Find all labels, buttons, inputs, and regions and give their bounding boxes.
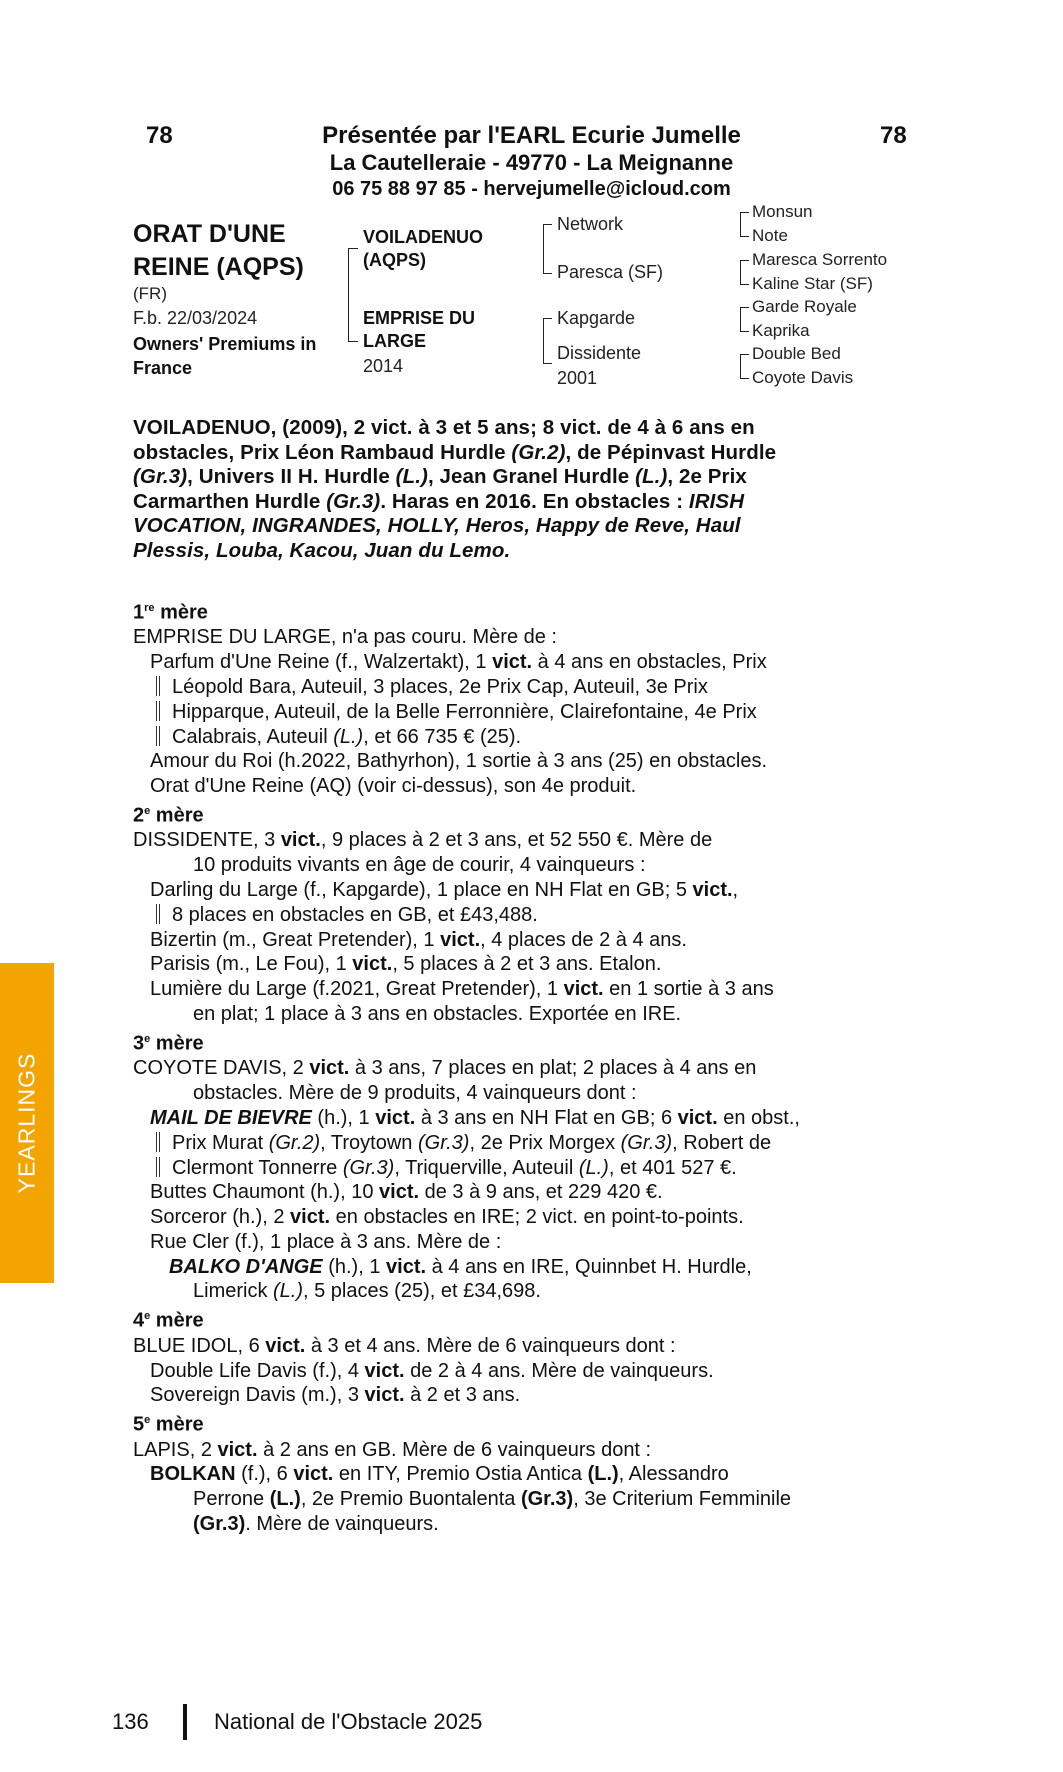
dam1-heading: 1re mère [133,601,208,624]
race-grade: (Gr.3) [326,489,381,513]
bracket-dam-parents [543,318,552,364]
sire-line2: (AQPS) [363,250,426,270]
dam-line2: LARGE [363,331,426,351]
ggp-sdd: Kaline Star (SF) [752,274,873,293]
vict: vict. [492,651,533,674]
ggp-sss: Monsun [752,202,813,221]
ggp-ssd: Note [752,226,788,245]
text: en ITY, Premio Ostia Antica [333,1463,588,1486]
text: Parisis (m., Le Fou), 1 [150,953,353,976]
continuation-bar [156,1157,160,1177]
lot-number-right: 78 [880,122,907,149]
ggp-dds: Double Bed [752,344,841,363]
sire-para-text: , de Pépinvast Hurdle [565,440,777,464]
race-grade: (Gr.2) [511,440,566,464]
footer-divider [183,1704,187,1740]
page-number: 136 [112,1709,149,1734]
text: (h.), 1 [322,1255,387,1278]
bracket-ggp-4 [740,354,749,379]
race-grade: (Gr.3) [620,1131,673,1154]
yearlings-tab [0,963,54,1283]
race-grade: (L.) [578,1156,609,1179]
sire-para-line [133,416,933,441]
vict: vict. [293,1463,334,1486]
sire-para-text: . Haras en 2016. En obstacles : [380,489,689,513]
text: COYOTE DAVIS, 2 [133,1057,310,1080]
text: , 5 places (25), et £34,698. [303,1280,541,1303]
race-grade: (L.) [269,1488,301,1511]
continuation-bar [156,1132,160,1152]
race-grade: (Gr.3) [193,1512,246,1535]
contact: 06 75 88 97 85 - hervejumelle@icloud.com [332,178,731,200]
dam2-heading: 2e mère [133,804,204,827]
sire-para-line [133,441,933,466]
text: à 3 ans, 7 places en plat; 2 places à 4 ans en [349,1057,757,1080]
dam2-line [133,928,933,953]
race-grade: (Gr.3) [342,1156,395,1179]
text: Perrone [193,1488,270,1511]
text: Parfum d'Une Reine (f., Walzertakt), 1 [150,651,493,674]
sire-para-text: obstacles, Prix Léon Rambaud Hurdle [133,440,512,464]
dam3-line: Rue Cler (f.), 1 place à 3 ans. Mère de : [150,1230,502,1253]
female-family [133,596,933,1537]
granddam-dam-year: 2001 [557,368,598,388]
dam-name [363,307,475,353]
dam4-line [133,1383,933,1408]
dam2-line [133,878,933,903]
continuation-bar [156,701,160,721]
vict: vict. [364,1359,405,1382]
dam1-produce-line: Orat d'Une Reine (AQ) (voir ci-dessus), son 4e produit. [150,775,637,798]
vict: vict. [440,928,481,951]
progeny-names: VOCATION, INGRANDES, HOLLY, Heros, Happy de Reve, Haul [133,514,741,538]
text: , 5 places à 2 et 3 ans. Etalon. [392,953,662,976]
dam-line1: EMPRISE DU [363,308,476,328]
text: Bizertin (m., Great Pretender), 1 [150,928,441,951]
progeny-name: IRISH [688,489,745,513]
text: Sovereign Davis (m.), 3 [150,1384,365,1407]
text: de 2 à 4 ans. Mère de vainqueurs. [404,1359,714,1382]
granddam-sire: Paresca (SF) [557,262,664,282]
dam2-line: 10 produits vivants en âge de courir, 4 vainqueurs : [193,854,646,877]
dam2-line [133,903,933,928]
dam4-line [133,1359,933,1384]
continuation-bar [156,726,160,746]
ggp-sds: Maresca Sorrento [752,250,888,269]
sire-para-line [133,514,933,539]
ggp-ddd: Coyote Davis [752,368,854,387]
text: , 3e Criterium Femminile [573,1488,792,1511]
text: , 4 places de 2 à 4 ans. [480,928,687,951]
dam3-line [133,1106,933,1131]
horse-name [133,218,304,284]
text: Clermont Tonnerre [172,1156,343,1179]
vict: vict. [386,1255,427,1278]
text: , 9 places à 2 et 3 ans, et 52 550 €. Mère de [320,829,713,852]
text: de 3 à 9 ans, et 229 420 €. [419,1181,663,1204]
text: (h.), 1 [311,1106,376,1129]
text: DISSIDENTE, 3 [133,829,281,852]
ggp-dss: Garde Royale [752,297,857,316]
text: Limerick [193,1280,274,1303]
text: à 3 et 4 ans. Mère de 6 vainqueurs dont : [305,1334,676,1357]
bracket-ggp-2 [740,260,749,285]
text: à 3 ans en NH Flat en GB; 6 [415,1106,678,1129]
vict: vict. [677,1106,718,1129]
premium-line2: France [133,358,193,378]
text: (f.), 6 [235,1463,294,1486]
vict: vict. [692,879,733,902]
footer-title: National de l'Obstacle 2025 [214,1709,483,1734]
dam4-heading: 4e mère [133,1309,204,1332]
sire-para-text: , Univers II H. Hurdle [187,465,396,489]
presenter: Présentée par l'EARL Ecurie Jumelle [322,122,741,149]
grandsire-dam: Kapgarde [557,308,636,328]
text: Hipparque, Auteuil, de la Belle Ferronnière, Clairefontaine, 4e Prix [172,700,757,723]
vict: vict. [364,1384,405,1407]
text: , Troytown [320,1131,418,1154]
vict: vict. [375,1106,416,1129]
text: , [732,879,739,902]
bracket-ggp-3 [740,307,749,332]
text: Buttes Chaumont (h.), 10 [150,1181,380,1204]
continuation-bar [156,904,160,924]
vict: vict. [280,829,321,852]
dam-year: 2014 [363,356,404,376]
ggp-dsd: Kaprika [752,321,810,340]
vict: vict. [265,1334,306,1357]
sire-para-text: , 2e Prix [667,465,747,489]
text: BLUE IDOL, 6 [133,1334,266,1357]
dam1-produce-line [133,725,933,750]
dam1-produce-line [133,675,933,700]
text: Léopold Bara, Auteuil, 3 places, 2e Prix Cap, Auteuil, 3e Prix [172,676,708,699]
race-grade: (L.) [587,1463,619,1486]
sire-para-text: VOILADENUO, (2009), 2 vict. à 3 et 5 ans; 8 vict. de 4 à 6 ans en [133,416,755,439]
text: LAPIS, 2 [133,1438,218,1461]
dam5-line [133,1487,933,1512]
dam1-produce-line [133,700,933,725]
dam2-line [133,828,933,853]
vict: vict. [352,953,393,976]
sire-para-line [133,465,933,490]
bracket-sire-parents [543,224,552,274]
text: Sorceror (h.), 2 [150,1206,291,1229]
horse-name-line1: ORAT D'UNE [133,220,286,248]
dam3-line [133,1056,933,1081]
bracket-parents [348,248,358,342]
sire-para-line [133,539,933,564]
granddam-dam: Dissidente [557,343,642,363]
grandsire-sire: Network [557,214,624,234]
text: en obst., [717,1106,800,1129]
dam3-line [133,1255,933,1280]
dam5-line [133,1438,933,1463]
vict: vict. [379,1181,420,1204]
sire-paragraph [133,416,933,564]
text: , Alessandro [618,1463,729,1486]
dam3-line [133,1205,933,1230]
dam2-line: en plat; 1 place à 3 ans en obstacles. Exportée en IRE. [193,1003,682,1026]
dam3-line [133,1279,933,1304]
sire-line1: VOILADENUO [363,227,484,247]
stakes-winner: MAIL DE BIEVRE [150,1106,312,1129]
sire-name [363,226,483,272]
dam1-intro: EMPRISE DU LARGE, n'a pas couru. Mère de : [133,626,557,649]
vict: vict. [563,978,604,1001]
dam3-line [133,1156,933,1181]
vict: vict. [309,1057,350,1080]
text: Lumière du Large (f.2021, Great Pretender), 1 [150,978,564,1001]
dam3-heading: 3e mère [133,1032,204,1055]
progeny-names: Plessis, Louba, Kacou, Juan du Lemo. [133,538,511,562]
sire-para-text: Carmarthen Hurdle [133,489,327,513]
dam3-line [133,1131,933,1156]
text: , et 401 527 €. [608,1156,737,1179]
text: Double Life Davis (f.), 4 [150,1359,365,1382]
dam2-line [133,977,933,1002]
lot-number-left: 78 [146,122,173,149]
race-grade: (L.) [273,1280,304,1303]
dam1-produce-line [133,650,933,675]
text: , Robert de [672,1131,772,1154]
race-grade: (L.) [395,465,428,489]
dam5-line [133,1462,933,1487]
text: à 4 ans en obstacles, Prix [532,651,767,674]
vict: vict. [290,1206,331,1229]
race-grade: (Gr.3) [520,1488,574,1511]
text: Calabrais, Auteuil [172,725,334,748]
premium-line1: Owners' Premiums in [133,334,317,354]
continuation-bar [156,676,160,696]
text: à 2 ans en GB. Mère de 6 vainqueurs dont : [257,1438,652,1461]
text: , 2e Prix Morgex [469,1131,621,1154]
yearlings-tab-label: YEARLINGS [13,1052,40,1194]
text: , 2e Premio Buontalenta [300,1488,521,1511]
text: Prix Murat [172,1131,269,1154]
race-grade: (L.) [635,465,668,489]
text: , Triquerville, Auteuil [394,1156,579,1179]
race-grade: (Gr.3) [417,1131,470,1154]
text: en 1 sortie à 3 ans [603,978,774,1001]
vict: vict. [217,1438,258,1461]
stakes-winner: BOLKAN [150,1463,236,1486]
sire-para-text: , Jean Granel Hurdle [427,465,636,489]
dam4-line [133,1334,933,1359]
text: , et 66 735 € (25). [363,725,522,748]
race-grade: (L.) [333,725,364,748]
bracket-ggp-1 [740,212,749,237]
race-grade: (Gr.3) [133,465,188,489]
horse-birth: F.b. 22/03/2024 [133,308,258,328]
text: à 4 ans en IRE, Quinnbet H. Hurdle, [426,1255,752,1278]
horse-name-line2: REINE (AQPS) [133,253,304,281]
owners-premium [133,332,316,380]
race-grade: (Gr.2) [268,1131,321,1154]
horse-country: (FR) [133,284,167,303]
dam1-produce-line: Amour du Roi (h.2022, Bathyrhon), 1 sortie à 3 ans (25) en obstacles. [150,750,768,773]
text: Darling du Large (f., Kapgarde), 1 place en NH Flat en GB; 5 [150,879,693,902]
text: 8 places en obstacles en GB, et £43,488. [172,903,538,926]
dam3-line [133,1180,933,1205]
dam5-heading: 5e mère [133,1413,204,1436]
text: à 2 et 3 ans. [404,1384,521,1407]
stakes-winner: BALKO D'ANGE [169,1255,323,1278]
dam2-line [133,952,933,977]
dam3-line: obstacles. Mère de 9 produits, 4 vainqueurs dont : [193,1082,637,1105]
address: La Cautelleraie - 49770 - La Meignanne [329,150,734,175]
sire-para-line [133,490,933,515]
text: en obstacles en IRE; 2 vict. en point-to-points. [330,1206,744,1229]
text: . Mère de vainqueurs. [245,1512,439,1535]
dam5-line [133,1512,933,1537]
